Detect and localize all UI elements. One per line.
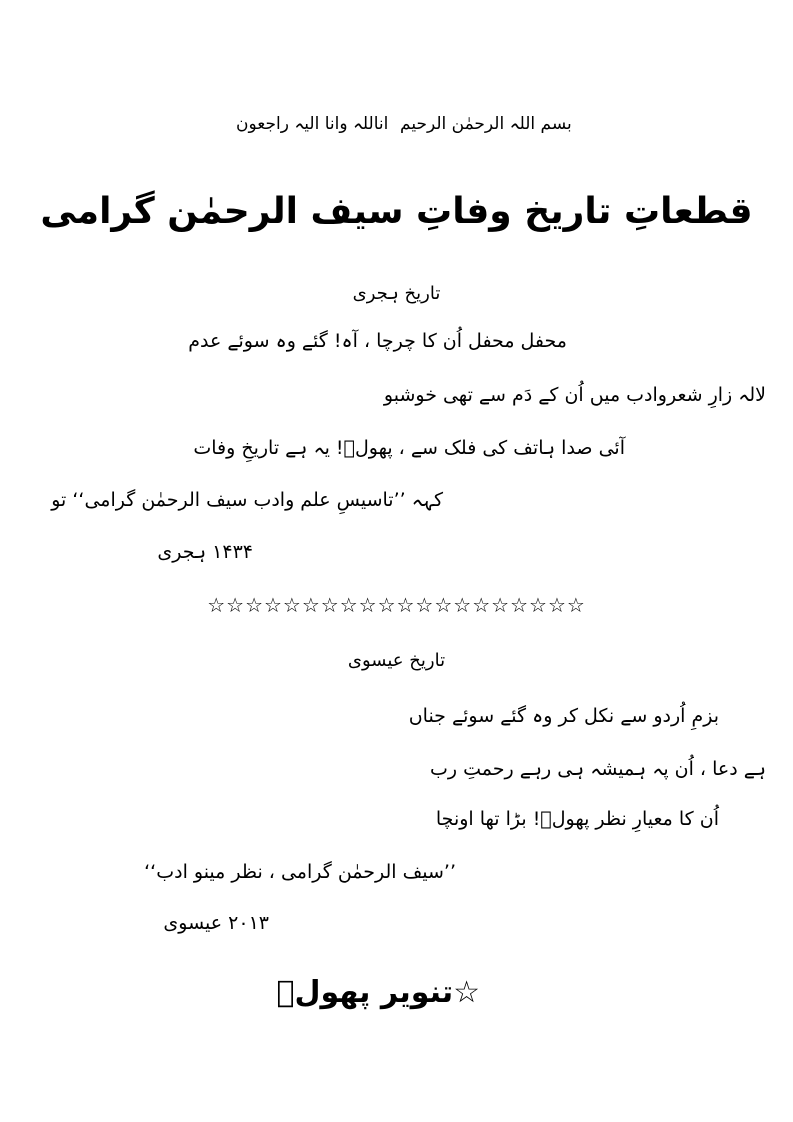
bismillah-text: بسم اللہ الرحمٰن الرحیم	[400, 114, 572, 134]
hijri-verse-1: محفل محفل اُن کا چرچا ، آہ! گئے وہ سوئے عدم	[188, 330, 567, 352]
hijri-verse-4: کہہ ’’تاسیسِ علم وادب سیف الرحمٰن گرامی‘‘ تو	[51, 489, 443, 511]
hijri-heading: تاریخ ہجری	[352, 283, 441, 304]
page-title: قطعاتِ تاریخ وفاتِ سیف الرحمٰن گرامی	[40, 191, 753, 232]
star-divider: ☆☆☆☆☆☆☆☆☆☆☆☆☆☆☆☆☆☆☆☆	[207, 593, 586, 617]
hijri-verse-2: لالہ زارِ شعروادب میں اُن کے دَم سے تھی خوشبو	[383, 384, 766, 406]
isvi-verse-4: ’’سیف الرحمٰن گرامی ، نظر مینو ادب‘‘	[144, 861, 456, 883]
isvi-verse-3: اُن کا معیارِ نظر پھولؔ! بڑا تھا اونچا	[435, 808, 719, 830]
isvi-verse-1: بزمِ اُردو سے نکل کر وہ گئے سوئے جناں	[408, 705, 719, 727]
isvi-heading: تاریخ عیسوی	[347, 650, 446, 671]
isvi-verse-2: ہے دعا ، اُن پہ ہمیشہ ہی رہے رحمتِ رب	[430, 758, 766, 780]
poet-signature: ☆تنویر پھولؔ	[276, 975, 480, 1010]
isvi-year: ۲۰۱۳ عیسوی	[163, 912, 269, 934]
inna-lillah-text: اناللہ وانا الیہ راجعون	[236, 114, 389, 134]
hijri-year: ۱۴۳۴ ہجری	[157, 541, 253, 563]
hijri-verse-3: آئی صدا ہاتف کی فلک سے ، پھولؔ! یہ ہے تاریخِ وفات	[193, 437, 625, 459]
